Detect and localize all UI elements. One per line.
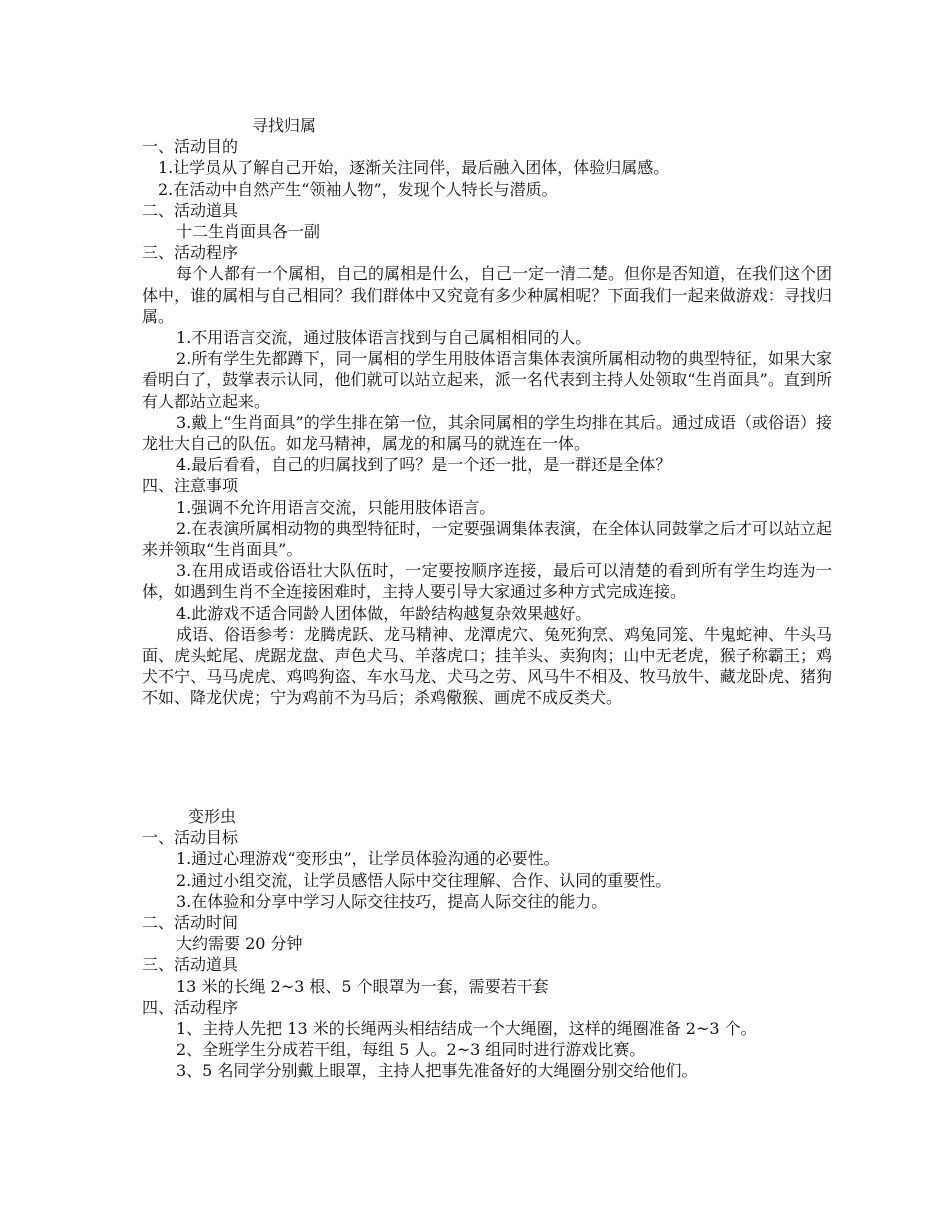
heading-goals: 一、活动目标	[142, 828, 239, 848]
procedure-step: 2、全班学生分成若干组，每组 5 人。2~3 组同时进行游戏比赛。	[176, 1040, 646, 1060]
note-item: 4.此游戏不适合同龄人团体做，年龄结构越复杂效果越好。	[176, 603, 592, 623]
heading-props: 三、活动道具	[142, 955, 239, 975]
note-item: 2.在表演所属相动物的典型特征时，一定要强调集体表演，在全体认同鼓掌之后才可以站立起来并领取“生肖面具”。	[142, 518, 832, 559]
procedure-step: 2.所有学生先都蹲下，同一属相的学生用肢体语言集体表演所属相动物的典型特征，如果大家看明白了，鼓掌表示认同，他们就可以站立起来，派一名代表到主持人处领取“生肖面具”。直到所有人都站立起来。	[142, 349, 832, 411]
heading-notes: 四、注意事项	[142, 476, 239, 496]
procedure-step: 1.不用语言交流，通过肢体语言找到与自己属相相同的人。	[176, 327, 592, 347]
goal-item: 1.通过心理游戏“变形虫”，让学员体验沟通的必要性。	[176, 849, 560, 869]
heading-goals: 一、活动目的	[142, 137, 239, 157]
procedure-step: 3、5 名同学分别戴上眼罩，主持人把事先准备好的大绳圈分别交给他们。	[176, 1061, 698, 1081]
goal-item: 2.通过小组交流，让学员感悟人际中交往理解、合作、认同的重要性。	[176, 870, 672, 890]
goal-item: 2.在活动中自然产生“领袖人物”，发现个人特长与潜质。	[158, 179, 558, 199]
props-text: 十二生肖面具各一副	[176, 221, 321, 241]
goal-item: 1.让学员从了解自己开始，逐渐关注同伴，最后融入团体，体验归属感。	[158, 158, 670, 178]
section-title: 寻找归属	[252, 116, 317, 135]
section-find-belonging	[142, 115, 832, 709]
note-item: 1.强调不允许用语言交流，只能用肢体语言。	[176, 497, 496, 517]
procedure-step: 4.最后看看，自己的归属找到了吗？是一个还一批，是一群还是全体？	[176, 455, 672, 475]
idiom-reference: 成语、俗语参考：龙腾虎跃、龙马精神、龙潭虎穴、兔死狗烹、鸡兔同笼、牛鬼蛇神、牛头马面、虎头蛇尾、虎踞龙盘、声色犬马、羊落虎口；挂羊头、卖狗肉；山中无老虎，猴子称霸王；鸡犬不宁、马马虎虎、鸡鸣狗盗、车水马龙、犬马之劳、风马牛不相及、牧马放牛、藏龙卧虎、猪狗不如、降龙伏虎；宁为鸡前不为马后；杀鸡儆猴、画虎不成反类犬。	[142, 624, 833, 708]
props-text: 13 米的长绳 2~3 根、5 个眼罩为一套，需要若干套	[176, 976, 549, 996]
procedure-intro: 每个人都有一个属相，自己的属相是什么，自己一定一清二楚。但你是否知道，在我们这个团体中，谁的属相与自己相同？我们群体中又究竟有多少种属相呢？下面我们一起来做游戏：寻找归属。	[142, 264, 833, 326]
heading-time: 二、活动时间	[142, 912, 239, 932]
goal-item: 3.在体验和分享中学习人际交往技巧，提高人际交往的能力。	[176, 891, 608, 911]
note-item: 3.在用成语或俗语壮大队伍时，一定要按顺序连接，最后可以清楚的看到所有学生均连为一体，如遇到生肖不全连接困难时，主持人要引导大家通过多种方式完成连接。	[142, 561, 832, 602]
procedure-step: 1、主持人先把 13 米的长绳两头相结结成一个大绳圈，这样的绳圈准备 2~3 个。	[176, 1018, 757, 1038]
heading-props: 二、活动道具	[142, 200, 239, 220]
procedure-step: 3.戴上“生肖面具”的学生排在第一位，其余同属相的学生均排在其后。通过成语（或俗语）接龙壮大自己的队伍。如龙马精神，属龙的和属马的就连在一体。	[142, 412, 832, 453]
heading-procedure: 三、活动程序	[142, 243, 239, 263]
section-title: 变形虫	[188, 807, 237, 826]
heading-procedure: 四、活动程序	[142, 997, 239, 1017]
time-text: 大约需要 20 分钟	[176, 934, 303, 954]
section-amoeba	[142, 806, 832, 1081]
